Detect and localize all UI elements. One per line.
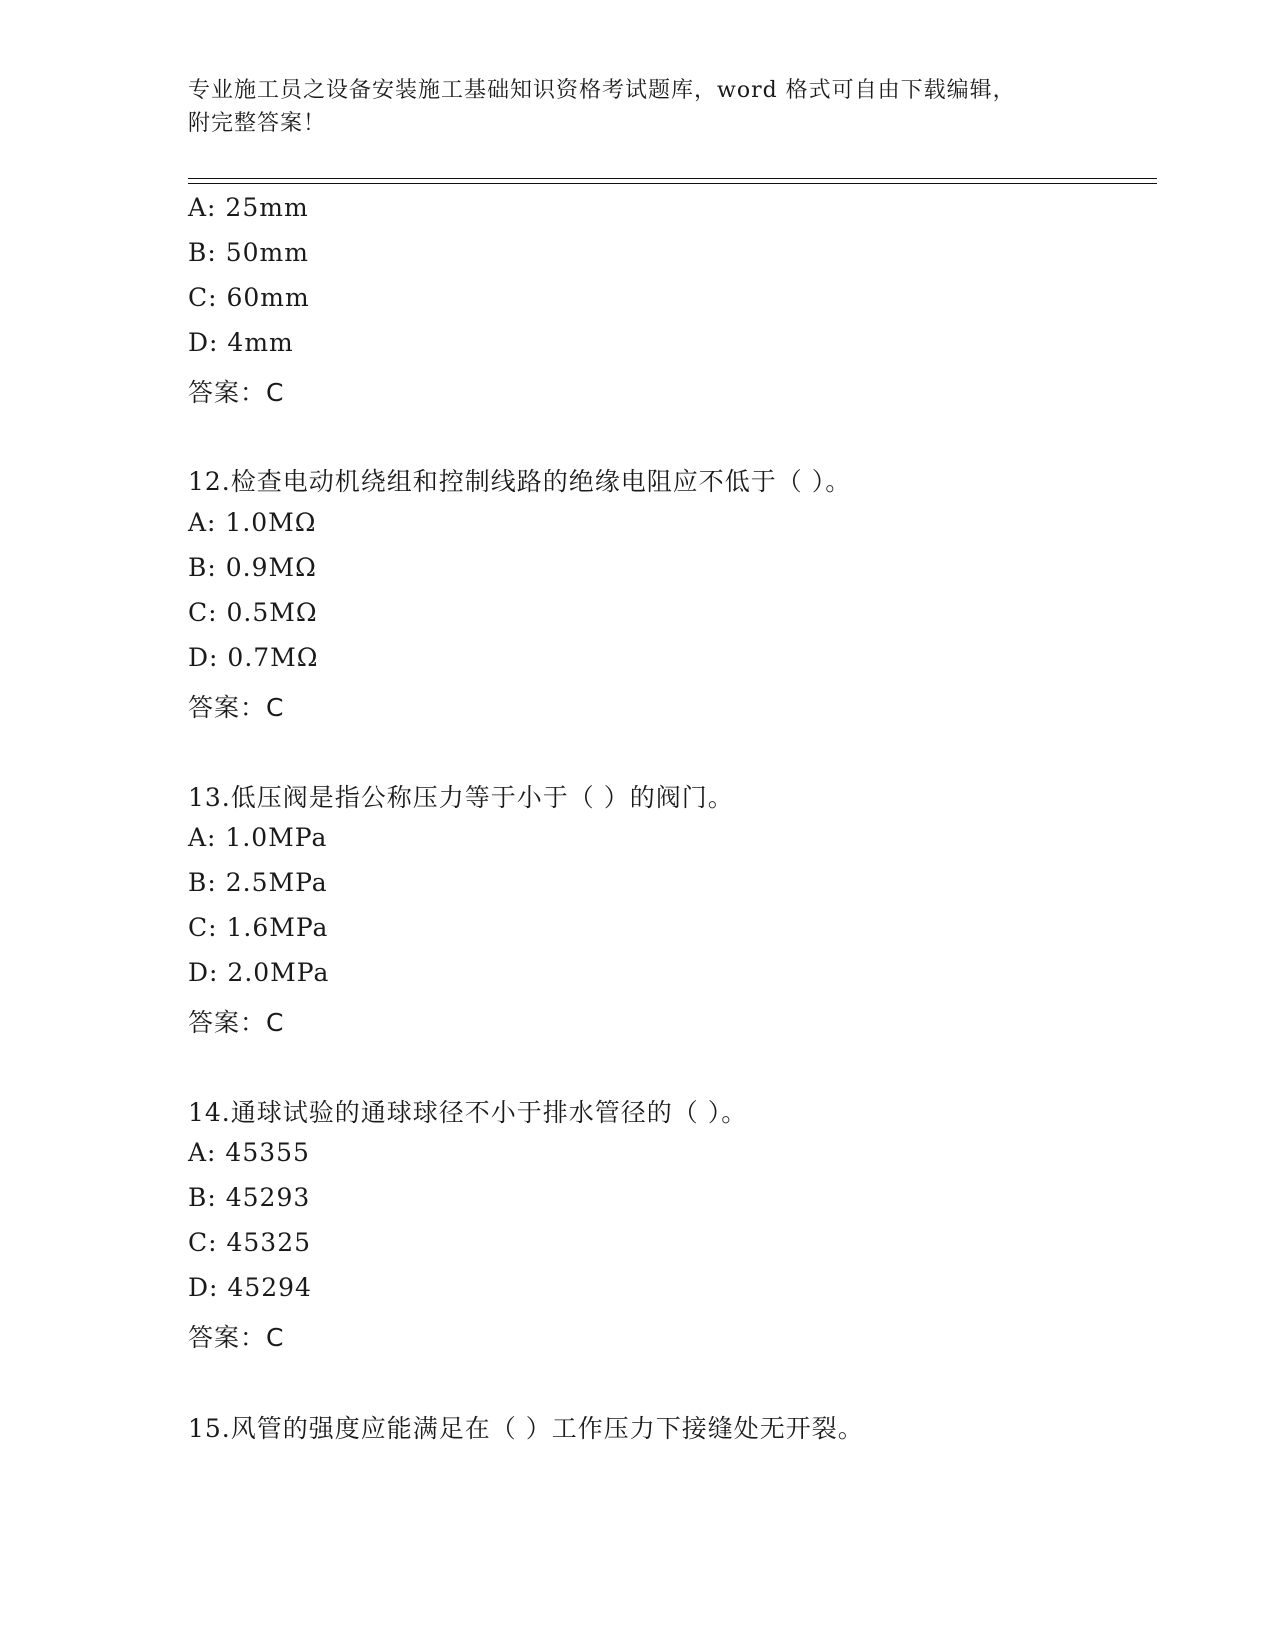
header-line-1: 专业施工员之设备安装施工基础知识资格考试题库，word 格式可自由下载编辑，: [188, 78, 1016, 103]
q14-option-d: D: 45294: [188, 1273, 312, 1302]
header-divider-bottom: [188, 183, 1157, 184]
q14-option-b: B: 45293: [188, 1183, 311, 1212]
q12-answer: 答案：C: [188, 693, 285, 722]
q12-option-b: B: 0.9MΩ: [188, 553, 317, 582]
header-line-2: 附完整答案！: [188, 111, 327, 136]
q12-option-a: A: 1.0MΩ: [188, 508, 317, 537]
q15-question: 15.风管的强度应能满足在（ ）工作压力下接缝处无开裂。: [188, 1414, 864, 1443]
q13-question: 13.低压阀是指公称压力等于小于（ ）的阀门。: [188, 783, 734, 812]
q12-option-c: C: 0.5MΩ: [188, 598, 318, 627]
q12-option-d: D: 0.7MΩ: [188, 643, 319, 672]
q13-answer: 答案：C: [188, 1008, 285, 1037]
q11-option-c: C: 60mm: [188, 283, 310, 312]
q13-option-b: B: 2.5MPa: [188, 868, 328, 897]
q13-option-c: C: 1.6MPa: [188, 913, 329, 942]
q11-option-d: D: 4mm: [188, 328, 294, 357]
q13-option-a: A: 1.0MPa: [188, 823, 328, 852]
q11-answer: 答案：C: [188, 378, 285, 407]
q11-option-b: B: 50mm: [188, 238, 309, 267]
q13-option-d: D: 2.0MPa: [188, 958, 330, 987]
document-header: [188, 74, 1088, 140]
header-divider-top: [188, 178, 1157, 179]
q14-option-a: A: 45355: [188, 1138, 310, 1167]
q11-option-a: A: 25mm: [188, 193, 309, 222]
q14-option-c: C: 45325: [188, 1228, 312, 1257]
q14-answer: 答案：C: [188, 1323, 285, 1352]
q12-question: 12.检查电动机绕组和控制线路的绝缘电阻应不低于（ ）。: [188, 467, 852, 496]
q14-question: 14.通球试验的通球球径不小于排水管径的（ ）。: [188, 1098, 748, 1127]
